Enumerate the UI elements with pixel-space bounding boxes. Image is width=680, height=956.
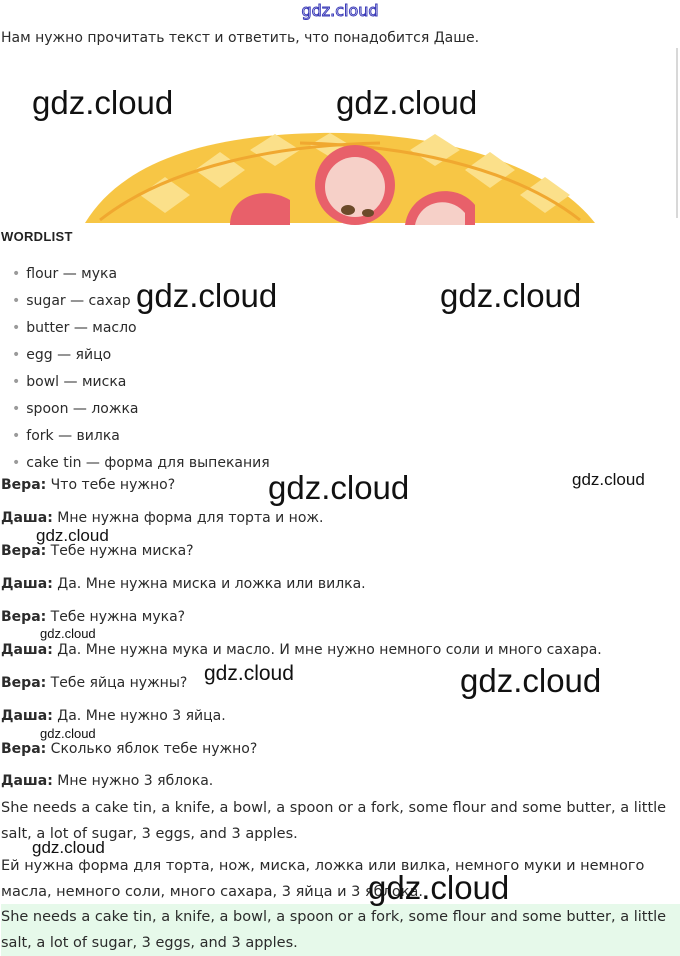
- right-divider: [676, 48, 678, 218]
- dialog-line: Вера: Тебе яйца нужны?: [1, 675, 188, 691]
- watermark: gdz.cloud: [572, 470, 645, 489]
- list-item: • bowl — миска: [12, 374, 127, 390]
- apple-pie-illustration: [80, 125, 600, 225]
- watermark: gdz.cloud: [32, 84, 174, 121]
- answer-english: She needs a cake tin, a knife, a bowl, a spoon or a fork, some flour and some butter, a little salt, a lot of sugar, 3 eggs, and 3 apples.: [1, 800, 667, 842]
- watermark: gdz.cloud: [268, 469, 410, 506]
- watermark: gdz.cloud: [32, 838, 105, 857]
- list-item: • egg — яйцо: [12, 347, 112, 363]
- dialog-line: Вера: Что тебе нужно?: [1, 477, 176, 493]
- watermark: gdz.cloud: [40, 726, 96, 741]
- watermark: gdz.cloud: [336, 84, 478, 121]
- watermark: gdz.cloud: [460, 662, 602, 699]
- answer-russian: Ей нужна форма для торта, нож, миска, ложка или вилка, немного муки и немного масла, немного соли, много сахара, 3 яйца и 3 яблока.: [1, 858, 645, 900]
- watermark: gdz.cloud: [36, 526, 109, 545]
- dialog-line: Даша: Да. Мне нужно 3 яйца.: [1, 708, 226, 724]
- list-item: • sugar — сахар: [12, 293, 131, 309]
- list-item: • flour — мука: [12, 266, 118, 282]
- top-watermark: gdz.cloud: [301, 1, 379, 20]
- dialog-line: Даша: Мне нужна форма для торта и нож.: [1, 510, 324, 526]
- list-item: • fork — вилка: [12, 428, 120, 444]
- answer-highlighted: She needs a cake tin, a knife, a bowl, a spoon or a fork, some flour and some butter, a little salt, a lot of sugar, 3 eggs, and 3 apples.: [1, 904, 680, 956]
- list-item: • butter — масло: [12, 320, 137, 336]
- watermark: gdz.cloud: [204, 662, 294, 685]
- watermark: gdz.cloud: [368, 869, 510, 906]
- dialog-line: Даша: Да. Мне нужна мука и масло. И мне нужно немного соли и много сахара.: [1, 642, 602, 658]
- dialog-line: Вера: Тебе нужна мука?: [1, 609, 186, 625]
- list-item: • cake tin — форма для выпекания: [12, 455, 270, 471]
- dialog-line: Даша: Да. Мне нужна миска и ложка или вилка.: [1, 576, 366, 592]
- intro-text: Нам нужно прочитать текст и ответить, что понадобится Даше.: [1, 30, 480, 46]
- dialog-line: Даша: Мне нужно 3 яблока.: [1, 773, 214, 789]
- watermark: gdz.cloud: [136, 277, 278, 314]
- wordlist-heading: WORDLIST: [1, 229, 73, 244]
- watermark: gdz.cloud: [40, 626, 96, 641]
- list-item: • spoon — ложка: [12, 401, 139, 417]
- dialog-line: Вера: Тебе нужна миска?: [1, 543, 194, 559]
- dialog-line: Вера: Сколько яблок тебе нужно?: [1, 741, 258, 757]
- watermark: gdz.cloud: [440, 277, 582, 314]
